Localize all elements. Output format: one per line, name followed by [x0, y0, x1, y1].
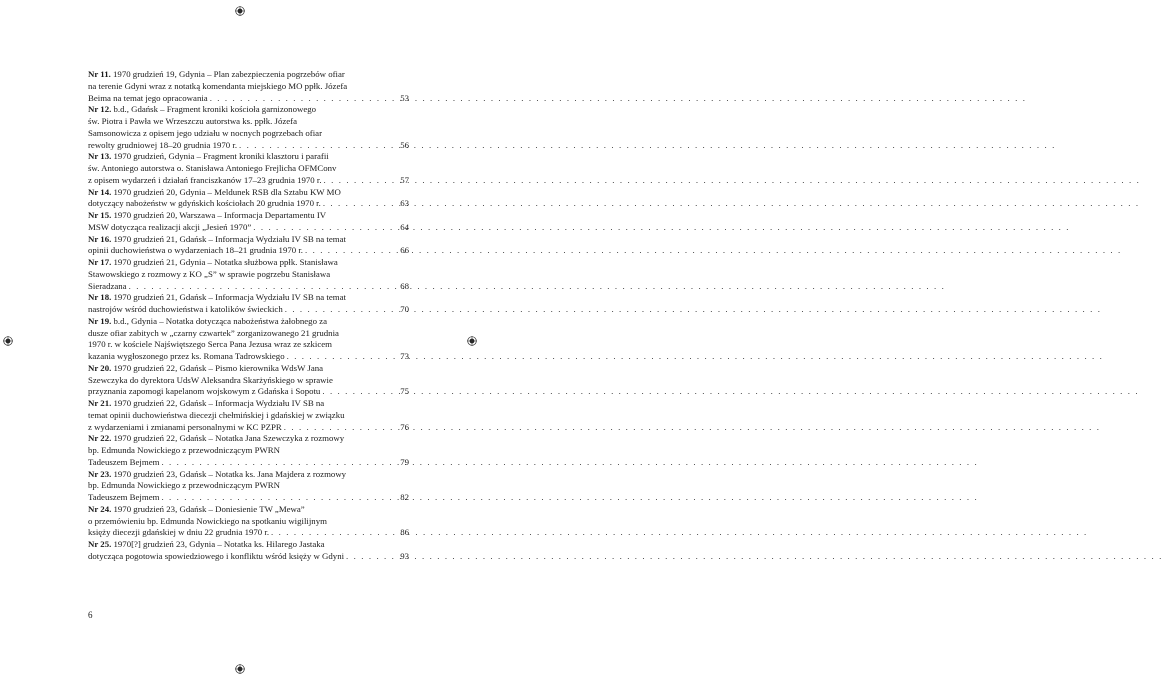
entry-text: bp. Edmunda Nowickiego z przewodniczącym PWRN: [88, 445, 281, 455]
document-number: Nr 15.: [88, 210, 112, 220]
dot-leader: [305, 245, 395, 257]
entry-text: 1970 grudzień 23, Gdańsk – Notatka ks. Jana Majdera z rozmowy: [113, 468, 347, 479]
document-number: Nr 20.: [88, 362, 112, 373]
toc-entry: [88, 504, 409, 539]
dot-leader: [161, 457, 395, 469]
document-number: Nr 16.: [88, 233, 112, 244]
dot-leader: [253, 222, 395, 234]
entry-text: św. Antoniego autorstwa o. Stanisława Antoniego Frejlicha OFMConv: [88, 163, 337, 173]
entry-text: św. Piotra i Pawła we Wrzeszczu autorstwa ks. ppłk. Józefa: [88, 116, 297, 126]
entry-text: temat opinii duchowieństwa diecezji chełmińskiej i gdańskiej w związku: [88, 409, 345, 420]
registration-mark-icon: [235, 6, 245, 16]
page-number: 6: [88, 610, 93, 620]
dot-leader: [324, 175, 395, 187]
toc-entry-line: [88, 104, 409, 116]
toc-entry: [88, 104, 409, 151]
document-number: Nr 23.: [88, 468, 112, 479]
toc-entry-line: [88, 151, 409, 163]
toc-entry-line: [88, 257, 409, 269]
toc-entry-line: [88, 527, 409, 539]
entry-text: Tadeuszem Bejmem: [88, 492, 160, 502]
toc-entry: [88, 363, 409, 398]
entry-text: księży diecezji gdańskiej w dniu 22 grudnia 1970 r.: [88, 527, 270, 538]
toc-entry: [88, 292, 409, 316]
entry-page-number: 57: [400, 174, 409, 185]
entry-text: 1970 grudzień 22, Gdańsk – Notatka Jana Szewczyka z rozmowy: [113, 433, 345, 444]
dot-leader: [239, 140, 395, 152]
toc-entry: [88, 210, 409, 234]
document-number: Nr 14.: [88, 186, 112, 197]
entry-text: dotyczący nabożeństw w gdyńskich kościołach 20 grudnia 1970 r.: [88, 198, 321, 209]
entry-text: 1970 grudzień 21, Gdańsk – Informacja Wydziału IV SB na temat: [113, 233, 346, 244]
toc-entry: [88, 316, 409, 363]
dot-leader: [287, 351, 395, 363]
entry-page-number: 76: [400, 421, 409, 432]
entry-text: bp. Edmunda Nowickiego z przewodniczącym PWRN: [88, 480, 281, 491]
dot-leader: [129, 281, 395, 293]
toc-entry-line: [88, 363, 409, 375]
toc-entry-line: [88, 398, 409, 410]
toc-entry-line: [88, 539, 409, 551]
entry-text: przyznania zapomogi kapelanom wojskowym z Gdańska i Sopotu: [88, 386, 321, 397]
entry-page-number: 70: [400, 304, 409, 314]
entry-text: Samsonowicza z opisem jego udziału w nocnych pogrzebach ofiar: [88, 127, 323, 138]
dot-leader: [210, 93, 395, 105]
document-number: Nr 13.: [88, 151, 112, 162]
entry-text: rewolty grudniowej 18–20 grudnia 1970 r.: [88, 139, 238, 150]
document-page: [0, 0, 480, 679]
entry-page-number: 68: [400, 280, 409, 291]
entry-page-number: 75: [400, 386, 409, 397]
entry-page-number: 66: [400, 245, 409, 256]
dot-leader: [161, 492, 395, 504]
toc-entry-line: [88, 504, 409, 516]
toc-entry-line: [88, 433, 409, 445]
entry-text: 1970 grudzień 20, Warszawa – Informacja Departamentu IV: [113, 210, 327, 220]
toc-entry-line: [88, 351, 409, 363]
toc-entry-line: [88, 269, 409, 281]
entry-text: MSW dotycząca realizacji akcji „Jesień 1970”: [88, 221, 252, 232]
document-number: Nr 25.: [88, 539, 112, 549]
entry-page-number: 93: [400, 550, 409, 561]
entry-text: dotycząca pogotowia spowiedziowego i konfliktu wśród księży w Gdyni: [88, 550, 345, 561]
toc-entry-line: [88, 516, 409, 528]
entry-text: Tadeuszem Bejmem: [88, 456, 160, 467]
entry-text: 1970 grudzień 21, Gdańsk – Informacja Wydziału IV SB na temat: [113, 292, 346, 303]
entry-text: dusze ofiar zabitych w „czarny czwartek” zorganizowanego 21 grudnia: [88, 327, 339, 338]
toc-entry-line: [88, 375, 409, 387]
entry-page-number: 79: [400, 456, 409, 467]
toc-entry: [88, 539, 409, 563]
toc-entry: [88, 433, 409, 468]
toc-entry-line: [88, 480, 409, 492]
toc-entry: [88, 151, 409, 186]
registration-mark-icon: [467, 336, 477, 346]
entry-text: o przemówieniu bp. Edmunda Nowickiego na spotkaniu wigilijnym: [88, 515, 327, 526]
toc-entry: [88, 69, 409, 104]
toc-entry-line: [88, 81, 409, 93]
toc-entry-line: [88, 198, 409, 210]
entry-text: 1970 grudzień 19, Gdynia – Plan zabezpieczenia pogrzebów ofiar: [113, 69, 345, 79]
toc-entry-line: [88, 245, 409, 257]
toc-entry-line: [88, 140, 409, 152]
document-number: Nr 21.: [88, 398, 112, 408]
document-number: Nr 22.: [88, 433, 112, 444]
entry-page-number: 63: [400, 198, 409, 209]
entry-text: Szewczyka do dyrektora UdsW Aleksandra Skarżyńskiego w sprawie: [88, 374, 333, 385]
toc-entry-line: [88, 422, 409, 434]
dot-leader: [284, 422, 395, 434]
registration-mark-icon: [235, 664, 245, 674]
toc-entry-line: [88, 116, 409, 128]
entry-text: Beima na temat jego opracowania: [88, 92, 208, 103]
dot-leader: [323, 198, 395, 210]
document-number: Nr 17.: [88, 257, 112, 267]
entry-text: 1970 grudzień 22, Gdańsk – Informacja Wydziału IV SB na: [113, 398, 325, 408]
toc-entry-line: [88, 234, 409, 246]
entry-text: b.d., Gdańsk – Fragment kroniki kościoła garnizonowego: [113, 104, 317, 115]
toc-entry-line: [88, 386, 409, 398]
entry-text: Stawowskiego z rozmowy z KO „S” w sprawie pogrzebu Stanisława: [88, 268, 331, 279]
registration-mark-icon: [3, 336, 13, 346]
entry-text: 1970 grudzień 20, Gdynia – Meldunek RSB dla Sztabu KW MO: [113, 186, 341, 197]
entry-text: z wydarzeniami i zmianami personalnymi w KC PZPR: [88, 421, 282, 432]
entry-text: z opisem wydarzeń i działań franciszkanów 17–23 grudnia 1970 r.: [88, 174, 322, 185]
toc-entry: [88, 187, 409, 211]
toc-entry-line: [88, 281, 409, 293]
toc-entry-line: [88, 457, 409, 469]
toc-entry: [88, 398, 409, 433]
entry-text: 1970 grudzień 22, Gdańsk – Pismo kierownika WdsW Jana: [113, 362, 324, 373]
entry-page-number: 56: [400, 139, 409, 150]
toc-entry-line: [88, 316, 409, 328]
entry-text: Sieradzana: [88, 280, 127, 291]
toc-entry-line: [88, 469, 409, 481]
document-number: Nr 12.: [88, 104, 112, 115]
toc-entry-line: [88, 328, 409, 340]
entry-page-number: 82: [400, 492, 409, 502]
document-number: Nr 18.: [88, 292, 112, 303]
dot-leader: [271, 527, 395, 539]
entry-text: na terenie Gdyni wraz z notatką komendanta miejskiego MO ppłk. Józefa: [88, 80, 348, 91]
entry-text: 1970 grudzień 21, Gdynia – Notatka służbowa ppłk. Stanisława: [113, 257, 338, 267]
entry-text: opinii duchowieństwa o wydarzeniach 18–21 grudnia 1970 r.: [88, 245, 303, 256]
toc-entry-line: [88, 222, 409, 234]
toc-entry-line: [88, 175, 409, 187]
toc-entry: [88, 257, 409, 292]
toc-entry-line: [88, 292, 409, 304]
entry-page-number: 64: [400, 221, 409, 232]
toc-entry-line: [88, 128, 409, 140]
document-number: Nr 19.: [88, 315, 112, 326]
entry-text: 1970 grudzień 23, Gdańsk – Doniesienie TW „Mewa”: [113, 503, 305, 514]
toc-entry-line: [88, 551, 409, 563]
toc-entry-line: [88, 445, 409, 457]
dot-leader: [346, 551, 395, 563]
entry-text: 1970[?] grudzień 23, Gdynia – Notatka ks. Hilarego Jastaka: [113, 539, 325, 549]
toc-entry: [88, 469, 409, 504]
toc-entry-line: [88, 187, 409, 199]
document-number: Nr 11.: [88, 69, 111, 79]
toc-entry: [88, 234, 409, 258]
toc-entry-line: [88, 492, 409, 504]
toc-entry-line: [88, 339, 409, 351]
dot-leader: [285, 304, 395, 316]
toc-entry-line: [88, 163, 409, 175]
entry-text: 1970 r. w kościele Najświętszego Serca Pana Jezusa wraz ze szkicem: [88, 339, 333, 350]
toc-entry-line: [88, 410, 409, 422]
document-number: Nr 24.: [88, 503, 112, 514]
toc-entry-line: [88, 69, 409, 81]
entry-page-number: 86: [400, 527, 409, 538]
dot-leader: [322, 386, 395, 398]
entry-text: 1970 grudzień, Gdynia – Fragment kroniki klasztoru i parafii: [113, 151, 329, 162]
toc-entry-line: [88, 93, 409, 105]
entry-page-number: 73: [400, 351, 409, 361]
toc-entry-line: [88, 304, 409, 316]
entry-text: b.d., Gdynia – Notatka dotycząca nabożeństwa żałobnego za: [113, 315, 327, 326]
table-of-contents: [88, 69, 409, 563]
entry-text: kazania wygłoszonego przez ks. Romana Tadrowskiego: [88, 351, 285, 361]
toc-entry-line: [88, 210, 409, 222]
entry-page-number: 53: [400, 92, 409, 103]
entry-text: nastrojów wśród duchowieństwa i katolików świeckich: [88, 304, 283, 314]
